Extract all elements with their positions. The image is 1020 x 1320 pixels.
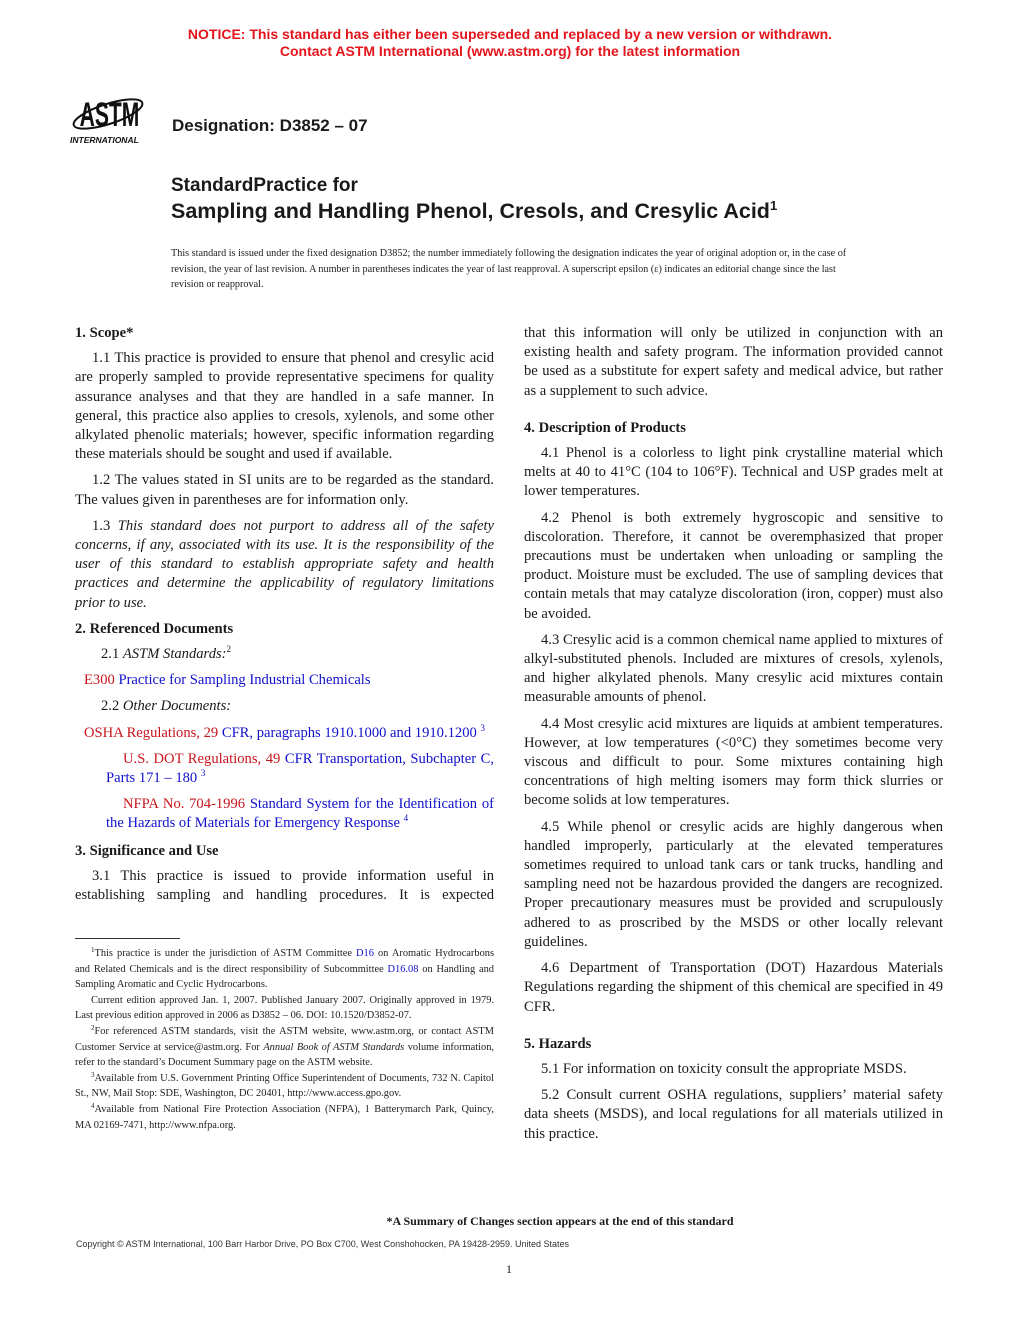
paragraph-1-3 (75, 517, 494, 613)
footnote-2 (75, 1024, 494, 1071)
reference-nfpa[interactable] (75, 795, 494, 833)
footnote-text: on Handling and Sampling Aromatic and Cyclic Hydrocarbons. (75, 963, 495, 991)
reference-title-link[interactable]: CFR, paragraphs 1910.1000 and 1910.1200 (218, 724, 477, 741)
footnote-4 (75, 1102, 494, 1133)
committee-link-d16[interactable]: D16 (356, 948, 374, 959)
reference-code-link[interactable]: NFPA No. 704-1996 (123, 796, 246, 813)
footnote-3 (75, 1071, 494, 1102)
reference-title-link[interactable]: Practice for Sampling Industrial Chemicals (114, 672, 371, 689)
reference-code-link[interactable]: E300 (84, 672, 115, 689)
section-heading-description: 4. Description of Products (524, 419, 686, 436)
paragraph-5-1: 5.1 For information on toxicity consult the appropriate MSDS. (541, 1060, 907, 1077)
right-column (524, 324, 943, 1151)
paragraph-4-1: 4.1 Phenol is a colorless to light pink crystalline material which melts at 40 to 41°C (104 to 106°F). Technical and USP grades melt at lower temperatures. (524, 445, 943, 500)
reference-osha[interactable] (75, 724, 494, 743)
footnote-marker: 1 (91, 946, 95, 954)
footnote-1-edition: Current edition approved Jan. 1, 2007. Published January 2007. Originally approved in 1979. Last previous edition approved in 2006 as D3852 – 06. DOI: 10.1520/D3852-07. (75, 994, 494, 1022)
footnote-marker: 4 (91, 1101, 95, 1110)
paragraph-1-1: 1.1 This practice is provided to ensure that phenol and cresylic acid are properly sampled to provide representative specimens for quality assurance analyses and that they are handled in a safe manner. In general, this practice also applies to cresols, xylenols, and some other alkylated phenolic materials; however, specific information regarding these materials should be sought and used if available. (75, 350, 494, 463)
reference-us-dot[interactable] (75, 750, 494, 788)
withdrawal-notice (0, 26, 1020, 60)
footnote-1 (75, 946, 494, 993)
document-title: Sampling and Handling Phenol, Cresols, and Cresylic Acid (171, 199, 770, 223)
designation-intro: This standard is issued under the fixed designation D3852; the number immediately following the designation indicates the year of original adoption or, in the case of revision, the year of last revision. A number in parentheses indicates the year of last reapproval. A superscript epsilon (ε) indicates an editorial change since the last revision or reapproval. (171, 248, 847, 290)
subsection-number: 2.2 (101, 698, 123, 715)
summary-of-changes-note: *A Summary of Changes section appears at the end of this standard (386, 1214, 734, 1228)
footnote-text: volume information, refer to the standard’s Document Summary page on the ASTM website. (75, 1041, 494, 1069)
notice-line-2: Contact ASTM International (www.astm.org) for the latest information (279, 43, 741, 59)
paragraph-5-2: 5.2 Consult current OSHA regulations, suppliers’ material safety data sheets (MSDS), and local regulations for all materials utilized in this practice. (524, 1087, 943, 1142)
paragraph-4-2: 4.2 Phenol is both extremely hygroscopic and sensitive to discoloration. Therefore, it cannot be overemphasized that proper precautions must be undertaken when unloading or sampling the product. Moisture must be excluded. The use of sampling devices that contain metals that may catalyze discoloration (iron, copper) must also be avoided. (524, 509, 943, 622)
document-title-line-1: StandardPractice for (171, 175, 358, 196)
paragraph-4-4: 4.4 Most cresylic acid mixtures are liquids at ambient temperatures. However, at low temperatures (<0°C) they sometimes become very viscous and difficult to pour. Some mixtures containing high concentrations of high melting isomers may form thick slurries or become solids at low temperatures. (524, 715, 943, 809)
paragraph-number: 1.3 (92, 517, 118, 534)
copyright-line: Copyright © ASTM International, 100 Barr Harbor Drive, PO Box C700, West Conshohocken, PA 19428-2959. United States (76, 1239, 570, 1249)
section-heading-scope: 1. Scope* (75, 325, 134, 341)
reference-code-link[interactable]: OSHA Regulations, 29 (84, 724, 219, 741)
document-title-line-2 (171, 199, 777, 224)
designation: Designation: D3852 – 07 (172, 116, 368, 135)
section-heading-hazards: 5. Hazards (524, 1035, 592, 1052)
footnote-marker: 3 (91, 1070, 95, 1079)
paragraph-1-2: 1.2 The values stated in SI units are to be regarded as the standard. The values given in parentheses are for information only. (75, 472, 494, 508)
safety-caveat: This standard does not purport to address all of the safety concerns, if any, associated with its use. It is the responsibility of the user of this standard to establish appropriate safety and health practices and determine the applicability of regulatory limitations prior to use. (75, 517, 494, 611)
paragraph-3-1: 3.1 This practice is issued to provide information useful in establishing sampling and handling procedures. It is expected (75, 867, 494, 904)
paragraph-4-3: 4.3 Cresylic acid is a common chemical name applied to mixtures of alkyl-substituted phenols. Included are mixtures of cresols, xylenols, and higher alkylated phenols. Many cresylic acid mixtures contain measurable amounts of phenol. (524, 631, 943, 706)
footnote-divider (75, 938, 180, 939)
paragraph-4-6: 4.6 Department of Transportation (DOT) Hazardous Materials Regulations regarding the shipment of this chemical are specified in 49 CFR. (524, 960, 943, 1015)
notice-line-1: NOTICE: This standard has either been superseded and replaced by a new version or withdrawn. (187, 26, 833, 42)
footnote-ref[interactable]: 3 (480, 722, 485, 733)
reference-title-link[interactable]: CFR Transportation, Subchapter C, Parts 171 – 180 (106, 750, 495, 787)
subsection-label: ASTM Standards: (122, 646, 227, 663)
footnote-marker: 2 (91, 1023, 95, 1032)
left-column (75, 324, 494, 912)
footnote-ref[interactable]: 2 (226, 644, 232, 655)
page-number: 1 (506, 1262, 512, 1276)
subsection-number: 2.1 (101, 646, 123, 663)
section-heading-referenced-documents: 2. Referenced Documents (75, 620, 234, 637)
reference-e300[interactable] (75, 671, 494, 690)
footnote-text: For referenced ASTM standards, visit the ASTM website, www.astm.org, or contact ASTM Customer Service at service@astm.org. For (75, 1025, 494, 1053)
reference-title-link[interactable]: Standard System for the Identification of the Hazards of Materials for Emergency Response (106, 796, 494, 832)
astm-standards-label (75, 645, 494, 664)
subsection-label: Other Documents: (122, 698, 232, 715)
footnote-text: This practice is under the jurisdiction of ASTM Committee (94, 948, 357, 959)
footnote-text: Available from National Fire Protection Association (NFPA), 1 Batterymarch Park, Quincy, MA 02169-7471, http://www.nfpa.org. (75, 1103, 494, 1131)
title-footnote-ref[interactable]: 1 (769, 198, 778, 213)
astm-international-logo-icon (66, 76, 162, 146)
footnote-text-italic: Annual Book of ASTM Standards (263, 1041, 405, 1053)
footnote-ref[interactable]: 4 (403, 813, 409, 824)
logo-caption: INTERNATIONAL (70, 135, 139, 145)
section-heading-significance: 3. Significance and Use (75, 842, 219, 859)
paragraph-4-5: 4.5 While phenol or cresylic acids are highly dangerous when handled improperly, particularly at the elevated temperatures sometimes required to unload tank cars or tank trucks, handling and sampling need not be hazardous provided the dangers are recognized. Proper precautionary measures must be provided and scrupulously adhered to as proscribed by the MSDS or other locally relevant guidelines. (524, 818, 943, 950)
footnote-ref[interactable]: 3 (200, 768, 206, 779)
footnotes (75, 946, 494, 1133)
subcommittee-link-d16-08[interactable]: D16.08 (387, 963, 419, 975)
other-documents-label (75, 697, 494, 716)
logo-wordmark: ASTM (79, 94, 140, 134)
reference-code-link[interactable]: U.S. DOT Regulations, 49 (123, 750, 281, 767)
footnote-text: on Aromatic Hydrocarbons and Related Chemicals and is the direct responsibility of Subcommittee (75, 948, 495, 975)
paragraph-3-1-continued: that this information will only be utilized in conjunction with an existing health and safety program. The information provided cannot be used as a substitute for expert safety and medical advice, but rather as a supplement to such advice. (524, 325, 943, 399)
footnote-text: Available from U.S. Government Printing Office Superintendent of Documents, 732 N. Capitol St., NW, Mail Stop: SDE, Washington, DC 20401, http://www.access.gpo.gov. (75, 1072, 494, 1100)
